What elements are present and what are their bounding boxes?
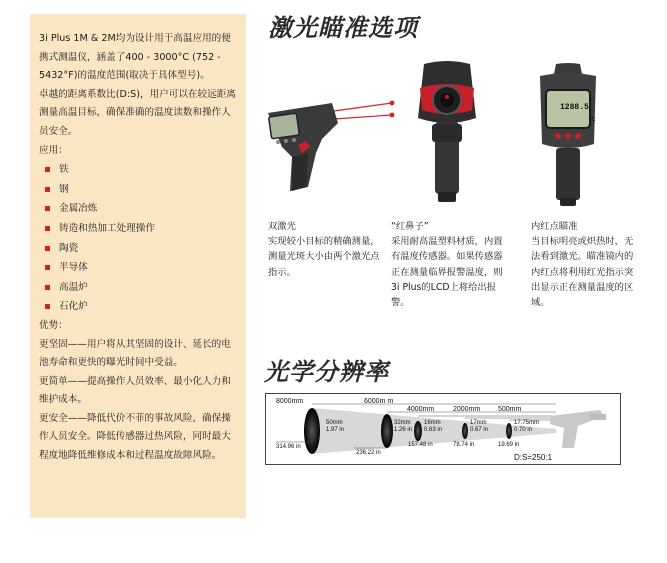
caption-body: 当目标明亮或炽热时，无法看到激光。瞄准镜内的内红点将利用红光指示突出显示正在测量温度的区域。 bbox=[531, 236, 634, 309]
caption-dual-laser bbox=[268, 219, 380, 280]
advantages-label: 优势： bbox=[39, 319, 68, 331]
red-nose-thermometer-image bbox=[410, 58, 484, 208]
bullet-square-icon bbox=[45, 206, 50, 211]
distance-label: 500mm bbox=[498, 406, 522, 413]
list-item: 铁 bbox=[39, 160, 238, 180]
caption-body: 实现较小目标的精确测量，测量光斑大小由两个激光点指示。 bbox=[268, 236, 380, 278]
spot-mm-label: 32mm bbox=[394, 420, 411, 426]
intro-text: 3i Plus 1M & 2M均为设计用于高温应用的便携式测温仪，涵盖了400 - 3000°C (752 - 5432°F)的温度范围(取决于具体型号)。 bbox=[39, 33, 231, 82]
display-reading: 1288.5 bbox=[560, 103, 589, 112]
bullet-square-icon bbox=[45, 246, 50, 251]
advantage-safe: 更安全——降低代价不菲的事故风险，确保操作人员安全。降低传感器过热风险，同时最大程度地降低维修成本和过程温度故障风险。 bbox=[39, 412, 231, 462]
bullet-square-icon bbox=[45, 187, 50, 192]
internal-red-dot-thermometer-image bbox=[534, 62, 602, 208]
distance-inch-label: 157.48 in bbox=[408, 442, 433, 448]
list-item: 陶瓷 bbox=[39, 239, 238, 259]
spot-in-label: 1.97 in bbox=[326, 427, 345, 433]
spot-in-label: 0.63 in bbox=[424, 427, 443, 433]
list-item: 半导体 bbox=[39, 258, 238, 278]
list-item: 钢 bbox=[39, 180, 238, 200]
optics-cone-graphic bbox=[266, 394, 622, 466]
distance-to-spot-ratio: D:S=250:1 bbox=[514, 453, 553, 462]
distance-label: 2000mm bbox=[453, 406, 481, 413]
feature-text: 卓越的距离系数比(D:S)，用户可以在较远距离测量高温目标，确保准确的温度读数和操作人员安全。 bbox=[39, 88, 236, 137]
optical-resolution-diagram bbox=[265, 393, 621, 465]
spot-in-label: 0.70 in bbox=[514, 427, 533, 433]
distance-label: 4000mm bbox=[407, 406, 435, 413]
bullet-square-icon bbox=[45, 167, 50, 172]
spot-mm-label: 17mm bbox=[470, 420, 487, 426]
distance-label: 6000m m bbox=[364, 398, 394, 405]
list-item: 高温炉 bbox=[39, 278, 238, 298]
distance-inch-label: 19.69 in bbox=[498, 442, 520, 448]
laser-aiming-title: 激光瞄准选项 bbox=[268, 13, 418, 42]
distance-inch-label: 236.22 in bbox=[356, 450, 381, 456]
display-unit: °C bbox=[590, 117, 596, 123]
caption-title: 内红点瞄准 bbox=[531, 221, 578, 232]
list-item: 金属冶炼 bbox=[39, 199, 238, 219]
caption-title: “红鼻子” bbox=[391, 221, 429, 232]
advantage-rugged: 更坚固——用户将从其坚固的设计、延长的电池寿命和更快的曝光时间中受益。 bbox=[39, 338, 231, 369]
distance-inch-label: 314.96 in bbox=[276, 444, 301, 450]
spot-in-label: 1.26 in bbox=[394, 427, 413, 433]
optical-resolution-title: 光学分辨率 bbox=[264, 357, 389, 386]
bullet-square-icon bbox=[45, 226, 50, 231]
applications-label: 应用： bbox=[39, 144, 68, 156]
spot-mm-label: 17.75mm bbox=[514, 420, 540, 426]
caption-title: 双激光 bbox=[268, 221, 296, 232]
bullet-square-icon bbox=[45, 265, 50, 270]
caption-body: 采用耐高温塑料材质，内置有温度传感器。如果传感器正在测量临界报警温度，则3i Plus的LCD上将给出报警。 bbox=[391, 236, 503, 309]
list-item: 铸造和热加工处理操作 bbox=[39, 219, 238, 239]
caption-red-nose bbox=[391, 219, 509, 310]
spot-in-label: 0.67 in bbox=[470, 427, 489, 433]
dual-laser-thermometer-image bbox=[262, 95, 402, 195]
advantage-simple: 更简单——提高操作人员效率、最小化人力和维护成本。 bbox=[39, 375, 231, 406]
left-description-panel bbox=[30, 14, 246, 518]
applications-list bbox=[39, 160, 238, 317]
spot-mm-label: 16mm bbox=[424, 420, 441, 426]
bullet-square-icon bbox=[45, 285, 50, 290]
list-item: 石化炉 bbox=[39, 297, 238, 317]
caption-red-dot bbox=[531, 219, 638, 310]
bullet-square-icon bbox=[45, 304, 50, 309]
distance-inch-label: 78.74 in bbox=[453, 442, 475, 448]
distance-label: 8000mm bbox=[276, 398, 304, 405]
spot-mm-label: 50mm bbox=[326, 420, 343, 426]
